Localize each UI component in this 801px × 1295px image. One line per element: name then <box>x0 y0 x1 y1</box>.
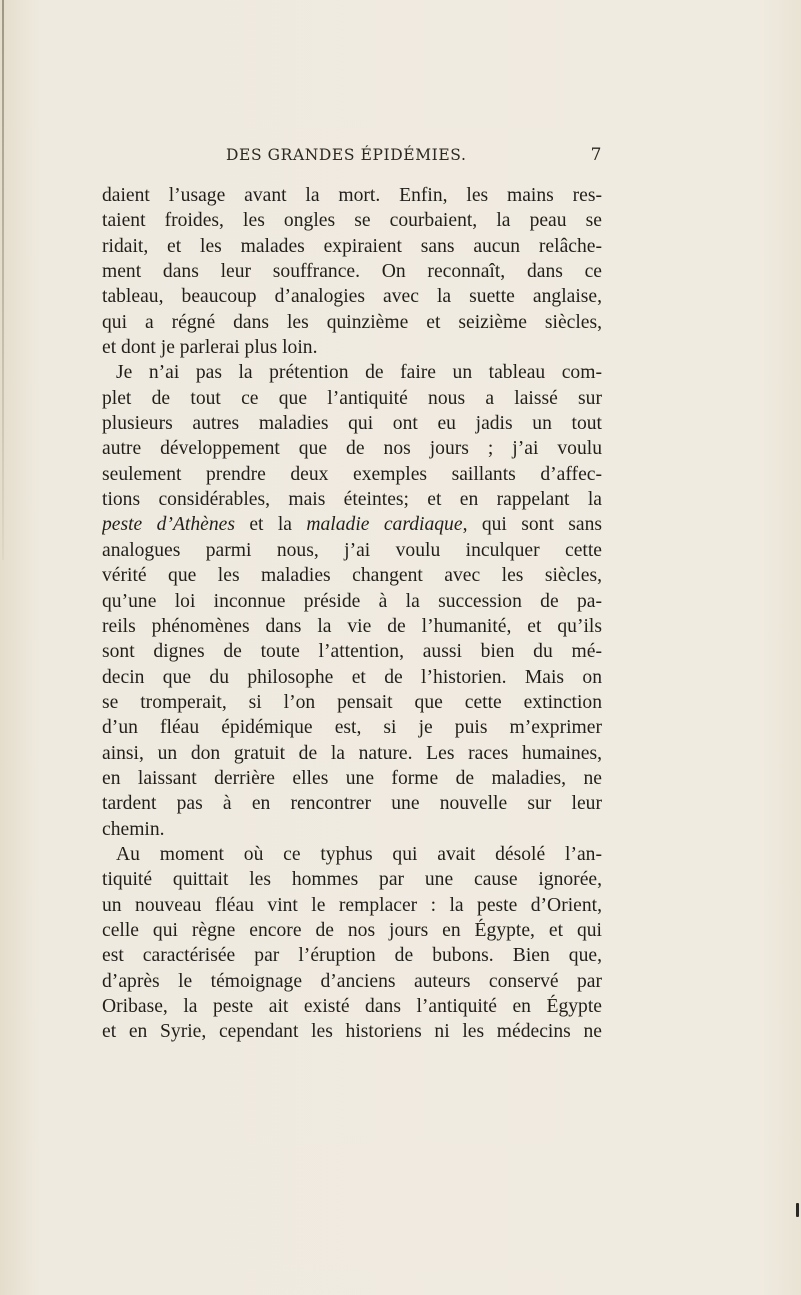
text-segment: et la <box>234 514 307 536</box>
page-number: 7 <box>590 145 602 165</box>
text-line: ment dans leur souffrance. On reconnaît, dans ce <box>102 261 602 283</box>
text-line: ridait, et les malades expiraient sans aucun relâche- <box>102 235 602 257</box>
text-line: Au moment où ce typhus qui avait désolé l’an- <box>116 843 602 865</box>
text-line: d’un fléau épidémique est, si je puis m’exprimer <box>102 717 602 739</box>
text-line: en laissant derrière elles une forme de maladies, ne <box>102 767 602 789</box>
text-line: autre développement que de nos jours ; j’ai voulu <box>102 438 602 460</box>
text-line: chemin. <box>102 818 165 840</box>
text-line: d’après le témoignage d’anciens auteurs conservé par <box>102 970 602 992</box>
text-line: Je n’ai pas la prétention de faire un tableau com- <box>116 362 602 384</box>
text-line: un nouveau fléau vint le remplacer : la peste d’Orient, <box>102 894 602 916</box>
text-line: vérité que les maladies changent avec les siècles, <box>102 565 602 587</box>
text-line: est caractérisée par l’éruption de bubons. Bien que, <box>102 945 602 967</box>
ink-speck <box>796 1203 799 1217</box>
text-line: celle qui règne encore de nos jours en Égypte, et qui <box>102 919 602 941</box>
body-text <box>102 183 602 1045</box>
text-line: decin que du philosophe et de l’historien. Mais on <box>102 666 602 688</box>
text-line: plet de tout ce que l’antiquité nous a laissé sur <box>102 387 602 409</box>
text-line: tableau, beaucoup d’analogies avec la suette anglaise, <box>102 286 602 308</box>
text-line: et dont je parlerai plus loin. <box>102 337 318 359</box>
text-line: et en Syrie, cependant les historiens ni les médecins ne <box>102 1021 602 1043</box>
text-line: analogues parmi nous, j’ai voulu inculquer cette <box>102 539 602 561</box>
running-head <box>226 146 602 170</box>
text-line: ainsi, un don gratuit de la nature. Les races humaines, <box>102 742 602 764</box>
text-line: sont dignes de toute l’attention, aussi bien du mé- <box>102 641 602 663</box>
text-line: qui a régné dans les quinzième et seizième siècles, <box>102 311 602 333</box>
running-head-title: DES GRANDES ÉPIDÉMIES. <box>226 146 467 164</box>
text-line: seulement prendre deux exemples saillants d’affec- <box>102 463 602 485</box>
italic-term: peste d’Athènes <box>102 514 235 536</box>
text-line: qu’une loi inconnue préside à la succession de pa- <box>102 590 602 612</box>
text-line: tardent pas à en rencontrer une nouvelle sur leur <box>102 793 602 815</box>
text-line: daient l’usage avant la mort. Enfin, les mains res- <box>102 185 602 206</box>
text-segment: , qui sont sans <box>462 514 602 536</box>
text-line: se tromperait, si l’on pensait que cette extinction <box>102 691 602 713</box>
text-line: taient froides, les ongles se courbaient, la peau se <box>102 210 602 232</box>
text-line-italic-mixed <box>102 512 602 537</box>
text-line: tions considérables, mais éteintes; et en rappelant la <box>102 489 602 511</box>
text-line: plusieurs autres maladies qui ont eu jadis un tout <box>102 413 602 435</box>
italic-term: maladie cardiaque <box>306 514 463 536</box>
binding-shadow <box>2 0 4 560</box>
text-line: reils phénomènes dans la vie de l’humanité, et qu’ils <box>102 615 602 637</box>
text-line: Oribase, la peste ait existé dans l’antiquité en Égypte <box>102 996 602 1017</box>
text-line: tiquité quittait les hommes par une cause ignorée, <box>102 869 602 891</box>
